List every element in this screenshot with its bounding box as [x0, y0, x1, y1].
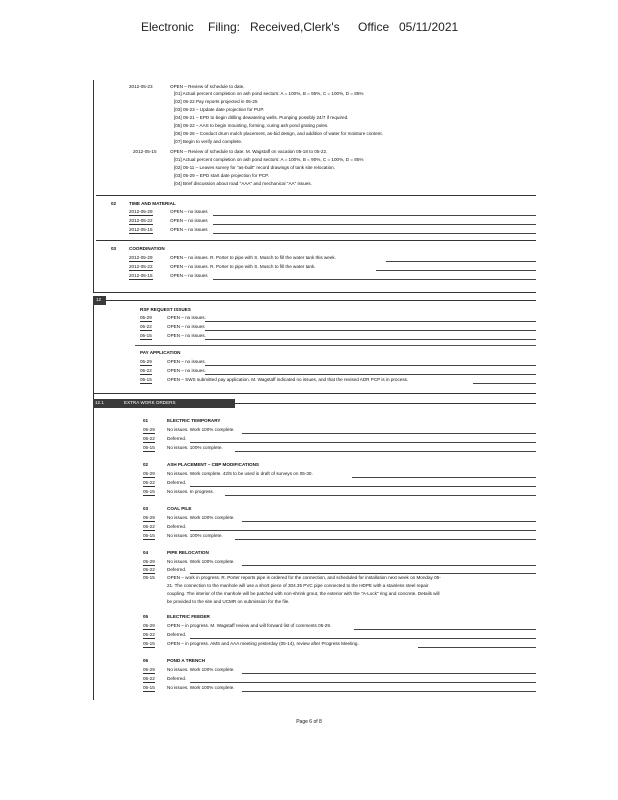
s02-text: OPEN – no issues: [170, 227, 208, 232]
s02-date: 2012-05-22: [129, 218, 153, 223]
pay-date: 05-29: [140, 359, 152, 364]
fill-line: [242, 691, 536, 692]
fill-line: [386, 261, 536, 262]
group-title: ELECTRIC TEMPORARY: [167, 418, 221, 423]
s02-text: OPEN – no issues: [170, 209, 208, 214]
filing-header: [0, 20, 618, 36]
group-text: OPEN – in progress. M. Wagstaff review and will forward list of comments 05-29.: [167, 623, 332, 628]
group-title: ASH PLACEMENT – CBP MODIFICATIONS: [167, 462, 259, 467]
divider: [106, 300, 536, 301]
fill-line: [190, 530, 536, 531]
pay-text: OPEN – no issues.: [167, 368, 206, 373]
group-text: OPEN – in progress. AMS and AAA meeting yesterday (05-14), review after Progress Meeting.: [167, 641, 359, 646]
s121-bar: [93, 399, 235, 408]
group-text-cont: coupling. The interior of the manhole will be patched with non-shrink grout, the exterior with the "A-Lock" ring and concrete. Details will: [167, 591, 440, 596]
fill-line: [235, 451, 536, 452]
divider: [135, 345, 536, 346]
group-text: No issues. 100% complete.: [167, 533, 223, 538]
s12-num: 12: [93, 296, 106, 305]
fill-line: [225, 495, 536, 496]
header-electronic: Electronic: [141, 20, 194, 34]
group-text: Deferred.: [167, 567, 187, 572]
group-text: Deferred.: [167, 676, 187, 681]
pay-date: 05-22: [140, 368, 152, 373]
s02-date: 2012-05-29: [129, 209, 153, 214]
group-text: Deferred.: [167, 480, 187, 485]
group-date: 05-22: [143, 676, 155, 681]
fill-line: [242, 673, 536, 674]
group-text: Deferred.: [167, 524, 187, 529]
group-text: No issues. In progress.: [167, 489, 214, 494]
group-date: 05-22: [143, 524, 155, 529]
fill-line: [205, 365, 536, 366]
sec1-item: [05] 05-22 – AAS to begin mounting, forming, curing ash pond grating poles.: [174, 123, 329, 128]
fill-line: [190, 638, 536, 639]
s03-date: 2012-05-29: [129, 255, 153, 260]
group-text: No issues. Work 100% complete.: [167, 667, 235, 672]
fill-line: [213, 224, 536, 225]
group-text-cont: 21. The connection to the manhole will use a short piece of 304.35 PVC pipe connected to the HDPE with a stainless steel repair: [167, 583, 429, 588]
group-date: 05-22: [143, 632, 155, 637]
fill-line: [190, 442, 536, 443]
group-num: 01: [143, 418, 149, 423]
group-date: 05-29: [143, 667, 155, 672]
pay-title: PAY APPLICATION: [140, 350, 181, 355]
s02-text: OPEN – no issues: [170, 218, 208, 223]
s02-title: TIME AND MATERIAL: [129, 201, 176, 206]
fill-line: [213, 215, 536, 216]
rsr-text: OPEN – no issues.: [167, 315, 206, 320]
group-date: 05-29: [143, 515, 155, 520]
group-date: 05-15: [143, 445, 155, 450]
sec1-item2: [02] 05-11 – Leaves survey for "as-built" record drawings of tank site relocation.: [174, 165, 335, 170]
group-num: 04: [143, 550, 149, 555]
group-num: 05: [143, 614, 149, 619]
group-text: No issues. Work 100% complete.: [167, 559, 235, 564]
divider: [235, 403, 536, 404]
s03-date: 2012-05-15: [129, 273, 153, 278]
group-title: COAL PILE: [167, 506, 192, 511]
group-date: 05-29: [143, 623, 155, 628]
table-left-border: [93, 80, 94, 293]
group-text: Deferred.: [167, 632, 187, 637]
pay-text: OPEN – SWS submitted pay application. M. Wagstaff indicated no issues, and that the revised ADR PCP is in process.: [167, 377, 409, 382]
s02-num: 02: [111, 201, 117, 206]
fill-line: [190, 486, 536, 487]
fill-line: [242, 433, 536, 434]
fill-line: [205, 330, 536, 331]
header-office: Office: [358, 20, 390, 34]
group-date: 05-15: [143, 685, 155, 690]
sec1-lead2-date: 2012-05-15: [133, 149, 157, 154]
page-number: Page 6 of 8: [296, 719, 322, 725]
group-text: No issues. Work 100% complete.: [167, 427, 235, 432]
sec1-item2: [03] 05-29 – EPD start date projection for PCP.: [174, 173, 269, 178]
s03-text: OPEN – no issues: [170, 273, 208, 278]
fill-line: [205, 321, 536, 322]
group-title: POND A TRENCH: [167, 658, 205, 663]
table-left-border-2: [93, 296, 94, 700]
group-num: 06: [143, 658, 149, 663]
group-date: 05-29: [143, 559, 155, 564]
group-text: No issues. Work 100% complete.: [167, 685, 235, 690]
fill-line: [235, 539, 536, 540]
group-date: 05-29: [143, 471, 155, 476]
group-title: ELECTRIC FEEDER: [167, 614, 210, 619]
divider: [96, 240, 536, 241]
group-text: No issues. Work complete. 42/5 to be used in draft of surveys on 05-30.: [167, 471, 313, 476]
sec1-item2: [01] Actual percent completion on ash pond sectors: A = 100%, B = 90%, C = 100%, D = 85%: [174, 157, 364, 162]
fill-line: [190, 573, 536, 574]
fill-line: [354, 629, 536, 630]
sec1-lead-text: OPEN – Review of schedule to date.: [170, 84, 245, 89]
group-date: 05-15: [143, 641, 155, 646]
pay-date: 05-15: [140, 377, 152, 382]
s02-date: 2012-05-15: [129, 227, 153, 232]
group-date: 05-15: [143, 489, 155, 494]
sec1-lead-date: 2012-05-23: [129, 84, 153, 89]
rsr-date: 05-29: [140, 315, 152, 320]
rsr-text: OPEN – no issues: [167, 324, 205, 329]
group-date: 05-22: [143, 567, 155, 572]
s03-date: 2012-05-22: [129, 264, 153, 269]
s121-num: 12.1: [95, 400, 104, 405]
fill-line: [190, 682, 536, 683]
sec1-item: [03] 05-23 – Update date projection for PUP.: [174, 107, 265, 112]
group-date: 05-15: [143, 575, 155, 580]
rsr-title: RSF REQUEST ISSUES: [140, 307, 191, 312]
header-filing: Filing:: [208, 20, 241, 34]
group-date: 05-15: [143, 533, 155, 538]
sec1-item: [01] Actual percent completion on ash pond sectors: A = 100%, B = 95%, C = 100%, D = 85%: [174, 91, 364, 96]
group-title: PIPE RELOCATION: [167, 550, 209, 555]
s03-num: 03: [111, 246, 117, 251]
fill-line: [213, 279, 536, 280]
group-num: 02: [143, 462, 149, 467]
group-text-cont: be provided to the site and UCMR on submission for the file.: [167, 599, 290, 604]
sec1-lead2-text: OPEN – Review of schedule to date. M. Wagstaff on vacation 05-18 to 05-22.: [170, 149, 328, 154]
rsr-text: OPEN – no issues.: [167, 333, 206, 338]
fill-line: [205, 374, 536, 375]
pay-text: OPEN – no issues.: [167, 359, 206, 364]
fill-line: [376, 270, 536, 271]
sec1-item: [02] 05-22 Pay reports projected in 05-25: [174, 99, 258, 104]
fill-line: [473, 383, 536, 384]
fill-line: [213, 233, 536, 234]
divider: [93, 292, 536, 293]
sec1-item: [04] 05-21 – EPD to begin drilling dewatering wells. Pumping possibly 24/7 if required.: [174, 115, 349, 120]
fill-line: [352, 477, 536, 478]
divider: [93, 393, 536, 394]
sec1-item: [07] Begin to verify and complete.: [174, 139, 243, 144]
s03-text: OPEN – no issues. R. Porter to pipe with S. Musch to fill the water tank this week.: [170, 255, 336, 260]
divider: [96, 195, 536, 196]
sec1-item2: [04] Brief discussion about road "AAA" and mechanical "AA" issues.: [174, 181, 312, 186]
header-received: Received,Clerk's: [250, 20, 340, 34]
group-date: 05-22: [143, 480, 155, 485]
s03-title: COORDINATION: [129, 246, 165, 251]
fill-line: [418, 647, 536, 648]
group-date: 05-29: [143, 427, 155, 432]
fill-line: [242, 565, 536, 566]
fill-line: [242, 521, 536, 522]
group-text: OPEN – work in progress. R. Porter reports pipe is ordered for the connection, and scheduled for installation next week on Monday 05-: [167, 575, 441, 580]
group-text: Deferred.: [167, 436, 187, 441]
header-date: 05/11/2021: [399, 20, 459, 34]
fill-line: [205, 339, 536, 340]
group-date: 05-22: [143, 436, 155, 441]
group-num: 03: [143, 506, 149, 511]
group-text: No issues. 100% complete.: [167, 445, 223, 450]
sec1-item: [06] 05-26 – Conduct drum mulch placement, as-bid design, and addition of water for moisture content.: [174, 131, 383, 136]
rsr-date: 05-22: [140, 324, 152, 329]
rsr-date: 05-15: [140, 333, 152, 338]
s03-text: OPEN – no issues. R. Porter to pipe with S. Musch to fill the water tank.: [170, 264, 316, 269]
group-text: No issues. Work 100% complete.: [167, 515, 235, 520]
s121-title: EXTRA WORK ORDERS: [124, 400, 176, 405]
